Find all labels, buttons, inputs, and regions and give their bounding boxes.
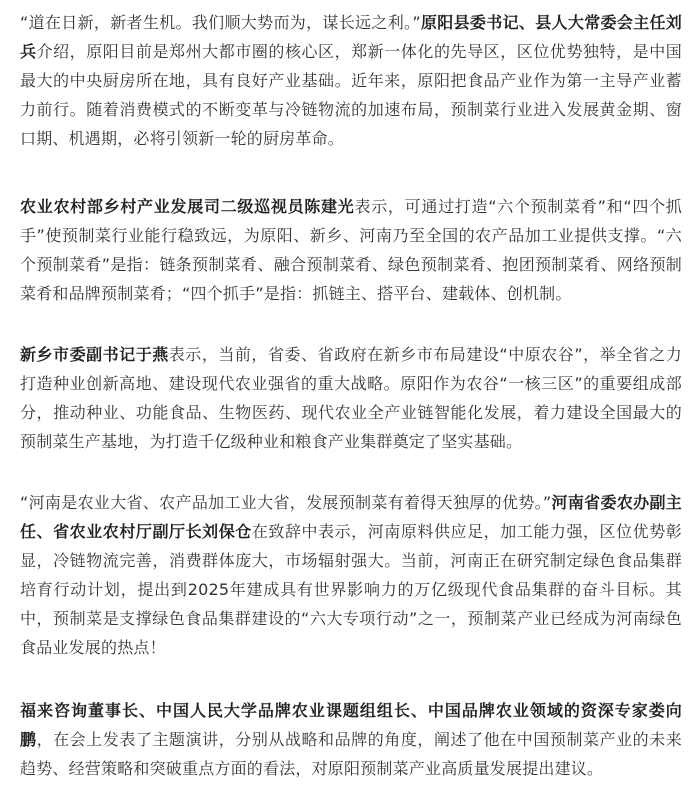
paragraph-xinxiang-deputy-secretary <box>20 340 682 456</box>
speaker-name: 新乡市委副书记于燕 <box>20 345 169 364</box>
paragraph-text: 介绍，原阳目前是郑州大都市圈的核心区，郑新一体化的先导区，区位优势独特，是中国最大的中央厨房所在地，具有良好产业基础。近年来，原阳把食品产业作为第一主导产业蓄力前行。随着消费模式的不断变革与冷链物流的加速布局，预制菜行业进入发展黄金期、窗口期、机遇期，必将引领新一轮的厨房革命。 <box>20 42 682 148</box>
quote-lead: “河南是农业大省、农产品加工业大省，发展预制菜有着得天独厚的优势。” <box>20 493 552 512</box>
paragraph-yuanyang-party-secretary <box>20 8 682 153</box>
paragraph-text: ，在会上发表了主题演讲，分别从战略和品牌的角度，阐述了他在中国预制菜产业的未来趋势、经营策略和突破重点方面的看法，对原阳预制菜产业高质量发展提出建议。 <box>20 730 682 778</box>
paragraph-text: 表示，当前，省委、省政府在新乡市布局建设“中原农谷”，举全省之力打造种业创新高地、建设现代农业强省的重大战略。原阳作为农谷“一核三区”的重要组成部分，推动种业、功能食品、生物医药、现代农业全产业链智能化发展，着力建设全国最大的预制菜生产基地，为打造千亿级种业和粮食产业集群奠定了坚实基础。 <box>20 345 682 451</box>
quote-lead: “道在日新，新者生机。我们顺大势而为，谋长远之利。” <box>20 13 421 32</box>
paragraph-henan-agriculture-office <box>20 488 682 662</box>
speaker-name: 原阳县委书记、县人大常委会主任刘兵 <box>20 13 683 61</box>
speaker-name: 福来咨询董事长、中国人民大学品牌农业课题组组长、中国品牌农业领域的资深专家娄向鹏 <box>20 701 682 749</box>
paragraph-text: 在致辞中表示，河南原料供应足，加工能力强，区位优势彰显，冷链物流完善，消费群体庞大，市场辐射强大。当前，河南正在研究制定绿色食品集群培育行动计划，提出到2025年建成具有世界影响力的万亿级现代食品集群的奋斗目标。其中，预制菜是支撑绿色食品集群建设的“六大专项行动”之一，预制菜产业已经成为河南绿色食品业发展的热点！ <box>20 522 682 657</box>
paragraph-consulting-chairman <box>20 696 682 783</box>
paragraph-text: 表示，可通过打造“六个预制菜肴”和“四个抓手”使预制菜行业能行稳致远，为原阳、新乡、河南乃至全国的农产品加工业提供支撑。“六个预制菜肴”是指：链条预制菜肴、融合预制菜肴、绿色预制菜肴、抱团预制菜肴、网络预制菜肴和品牌预制菜肴；“四个抓手”是指：抓链主、搭平台、建载体、创机制。 <box>20 197 682 303</box>
speaker-name: 河南省委农办副主任、省农业农村厅副厅长刘保仓 <box>20 493 682 541</box>
paragraph-ministry-inspector <box>20 192 682 308</box>
speaker-name: 农业农村部乡村产业发展司二级巡视员陈建光 <box>20 197 355 216</box>
